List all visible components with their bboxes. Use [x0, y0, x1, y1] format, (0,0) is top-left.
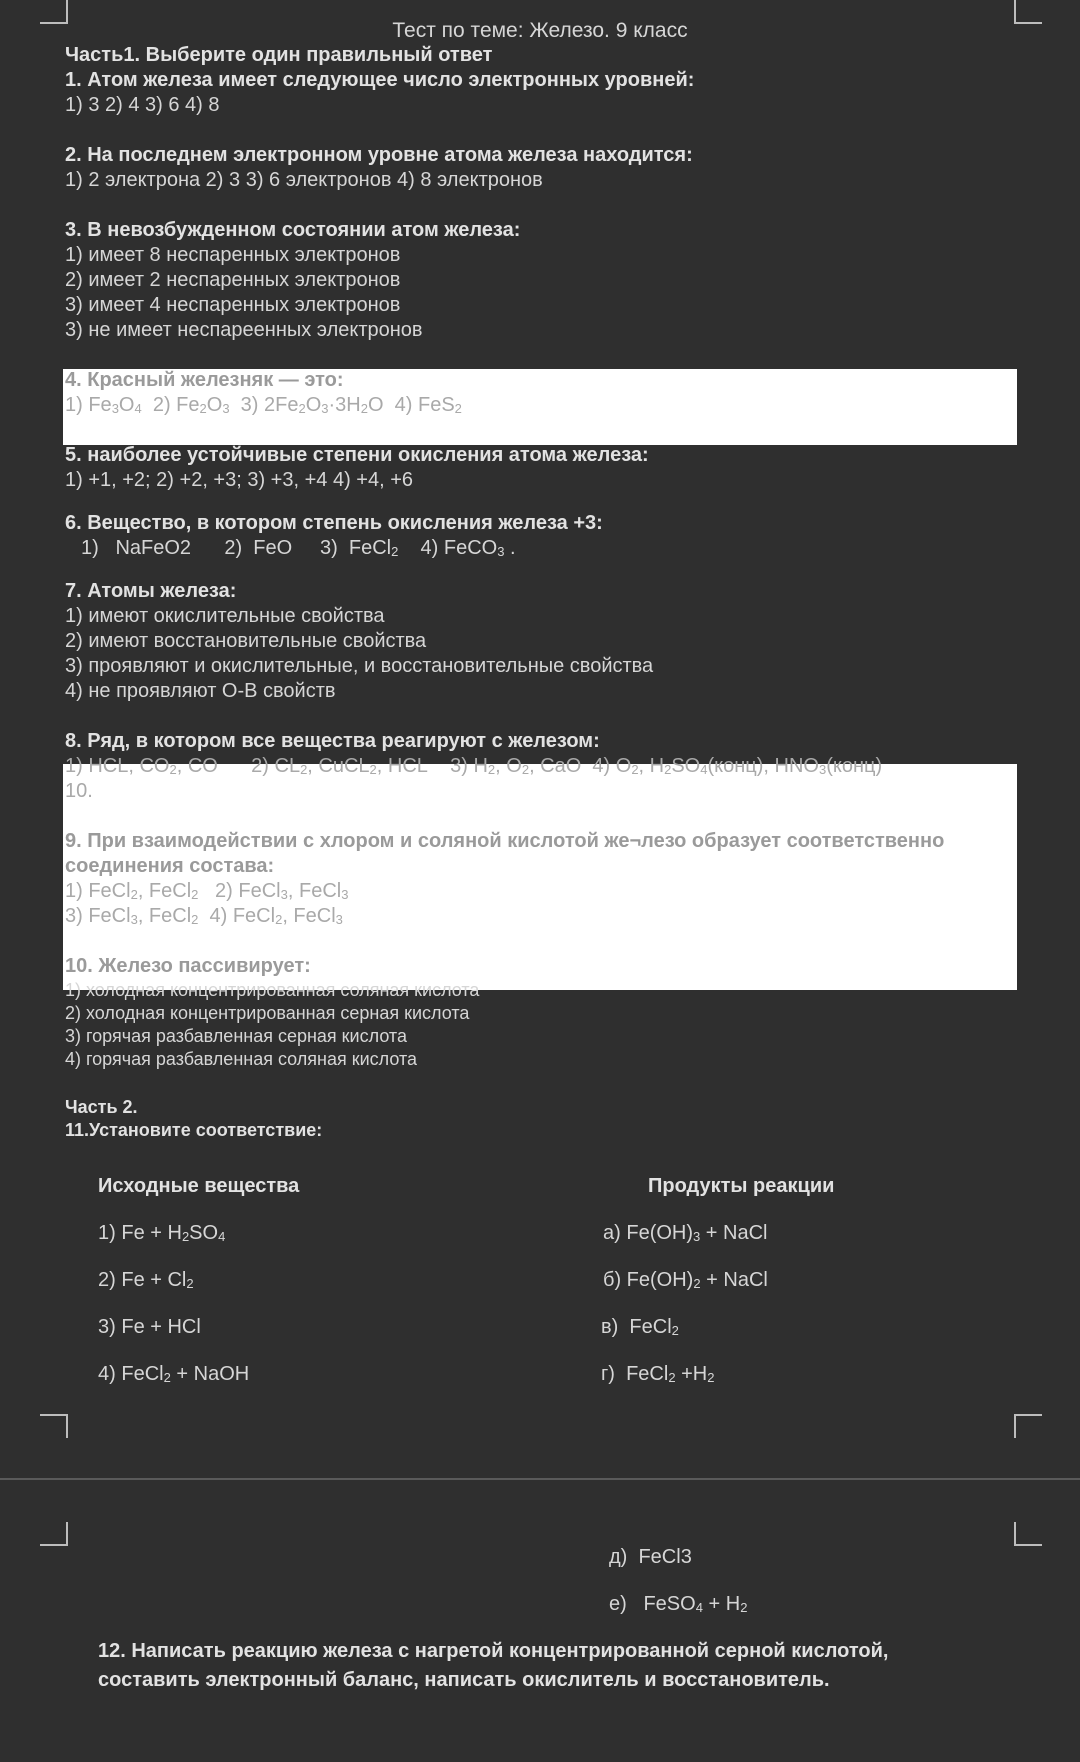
q3-option: 3) не имеет неспареенных электронов	[65, 319, 423, 341]
part1-heading: Часть1. Выберите один правильный ответ	[65, 44, 493, 66]
match-right-b: б) $Fe(OH)_2$ + NaCl	[603, 1269, 768, 1291]
q7-question: 7. Атомы железа:	[65, 580, 237, 602]
q7-option: 3) проявляют и окислительные, и восстановительные свойства	[65, 655, 654, 677]
q8-extra: 10.	[65, 780, 93, 802]
q5-question: 5. наиболее устойчивые степени окисления атома железа:	[65, 444, 649, 466]
page-title: Тест по теме: Железо. 9 класс	[392, 19, 688, 42]
q10-option: 3) горячая разбавленная серная кислота	[65, 1026, 407, 1046]
q3-option: 1) имеет 8 неспаренных электронов	[65, 244, 401, 266]
page-2	[0, 1480, 1080, 1762]
match-left-header: Исходные вещества	[98, 1175, 300, 1197]
match-right-g: г) FeCl$_2$ $+H_2$	[601, 1363, 715, 1385]
q3-option: 2) имеет 2 неспаренных электронов	[65, 269, 401, 291]
q2-question: 2. На последнем электронном уровне атома железа находится:	[65, 144, 693, 166]
corner-mark-top-right	[1014, 0, 1042, 24]
q3-option: 3) имеет 4 неспаренных электронов	[65, 294, 401, 316]
corner-mark-bottom-right	[1014, 1414, 1042, 1438]
corner-mark-top-left-p2	[40, 1522, 68, 1546]
q12-question: 12. Написать реакцию железа с нагретой концентрированной серной кислотой, составить электронный баланс, написать окислитель и восстановитель.	[98, 1640, 889, 1691]
q1-question: 1. Атом железа имеет следующее число электронных уровней:	[65, 69, 695, 91]
match-right-d: д) FeCl3	[609, 1546, 692, 1568]
match-right-a: а) $Fe(OH)_3$ + NaCl	[603, 1222, 768, 1244]
match-right-header: Продукты реакции	[648, 1175, 835, 1197]
q1-options: 1) 3 2) 4 3) 6 4) 8	[65, 94, 220, 116]
match-left-4: 4) FeCl$_2$ + NaOH	[98, 1363, 250, 1385]
q5-options: 1) +1, +2; 2) +2, +3; 3) +3, +4 4) +4, +6	[65, 469, 414, 491]
q2-options: 1) 2 электрона 2) 3 3) 6 электронов 4) 8 электронов	[65, 169, 543, 191]
match-right-v: в) FeCl$_2$	[601, 1316, 679, 1338]
corner-mark-bottom-left	[40, 1414, 68, 1438]
document-body	[65, 18, 1015, 1142]
q8-options: 1) HCL, $CO_2$, CO 2) $CL_2$, CuCL$_2$, HCL 3) $H_2$, $O_2$, CaO 4) $O_2$, $H_2SO_4(конц)$, $HNO_3(конц)$	[65, 755, 883, 777]
q9-options-row2: 3) FeCl$_3$, FeCl$_2$ 4) FeCl$_2$, FeCl$_3$	[65, 905, 343, 927]
q8-question: 8. Ряд, в котором все вещества реагируют с железом:	[65, 730, 600, 752]
part2-heading: Часть 2.	[65, 1097, 138, 1117]
match-left-1: 1) $Fe + H_2SO_4$	[98, 1222, 226, 1244]
match-left-2: 2) $Fe + Cl_2$	[98, 1269, 194, 1291]
corner-mark-top-right-p2	[1014, 1522, 1042, 1546]
q4-options: 1) $Fe_3O_4$ 2) $Fe_2O_3$ 3) $2Fe_2O_3\cdot 3H_2O$ 4) FeS$_2$	[65, 394, 462, 416]
q10-option: 1) холодная концентрированная соляная кислота	[65, 980, 480, 1000]
q6-question: 6. Вещество, в котором степень окисления железа +3:	[65, 512, 603, 534]
corner-mark-top-left	[40, 0, 68, 24]
q9-question: 9. При взаимодействии с хлором и соляной кислотой же¬лезо образует соответственно соединения состава:	[65, 830, 945, 877]
match-left-3: 3) Fe + HCl	[98, 1316, 201, 1338]
q9-options-row1: 1) FeCl$_2$, FeCl$_2$ 2) FeCl$_3$, FeCl$_3$	[65, 880, 349, 902]
q10-option: 2) холодная концентрированная серная кислота	[65, 1003, 470, 1023]
q10-option: 4) горячая разбавленная соляная кислота	[65, 1049, 418, 1069]
q11-question: 11.Установите соответствие:	[65, 1120, 323, 1140]
q4-question: 4. Красный железняк — это:	[65, 369, 344, 391]
q7-option: 4) не проявляют О-В свойств	[65, 680, 336, 702]
q7-option: 1) имеют окислительные свойства	[65, 605, 385, 627]
q7-option: 2) имеют восстановительные свойства	[65, 630, 427, 652]
q10-question: 10. Железо пассивирует:	[65, 955, 311, 977]
q6-options: 1) NaFeO2 2) FeO 3) FeCl$_2$ 4) FeCO$_3$ .	[81, 537, 516, 559]
match-right-e: е) FeSO$_4$ + $H_2$	[609, 1593, 748, 1615]
q3-question: 3. В невозбужденном состоянии атом железа:	[65, 219, 521, 241]
